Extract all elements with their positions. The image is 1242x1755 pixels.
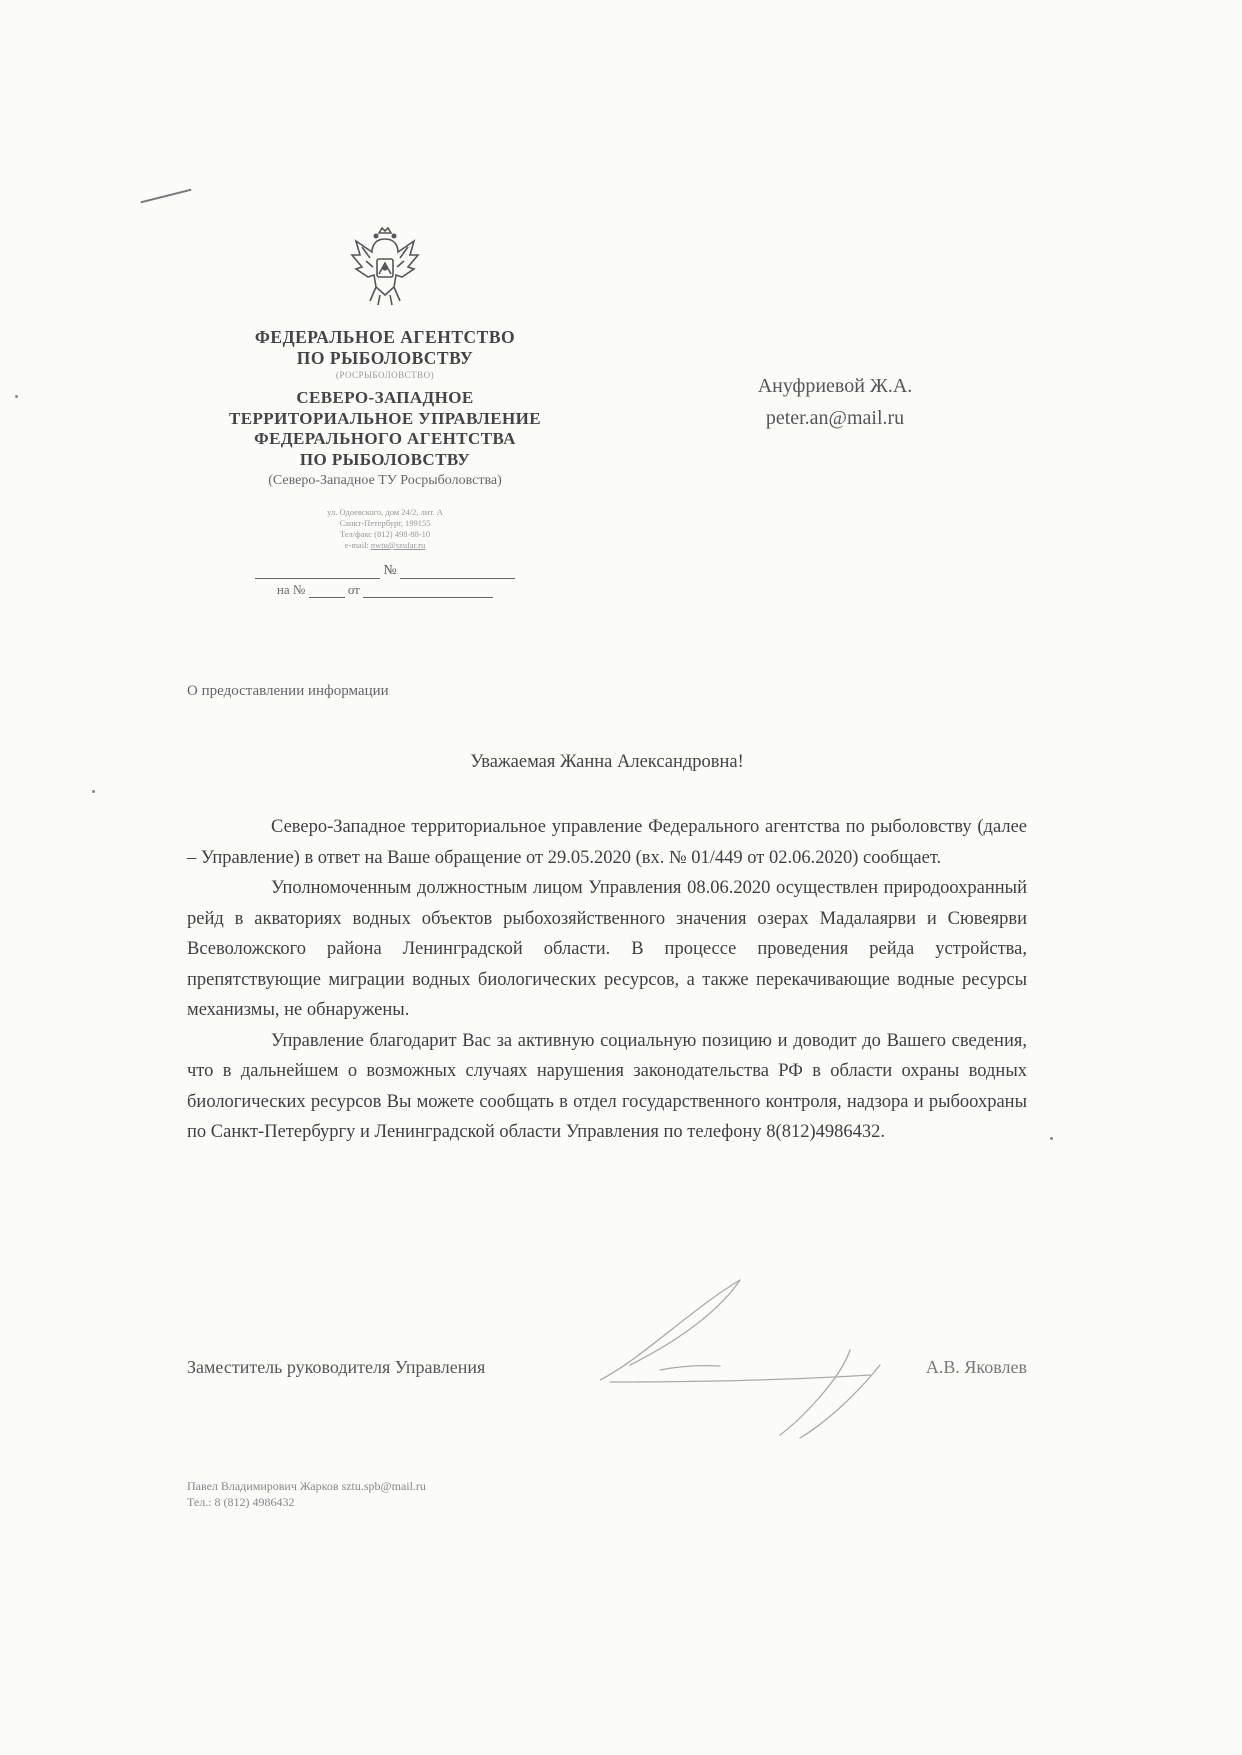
city-line: Санкт-Петербург, 199155 xyxy=(339,518,431,528)
body-paragraph: Управление благодарит Вас за активную социальную позицию и доводит до Вашего сведения, что в дальнейшем о возможных случаях нарушения законодательства РФ в области охраны водных биологических ресурсов Вы можете сообщать в отдел государственного контроля, надзора и рыбоохраны по Санкт-Петербургу и Ленинградской области Управления по телефону 8(812)4986432. xyxy=(187,1030,1027,1142)
subject-line: О предоставлении информации xyxy=(187,683,389,699)
in-reply-number-blank xyxy=(309,597,345,598)
recipient-name: Ануфриевой Ж.А. xyxy=(757,375,913,397)
email-line xyxy=(200,540,570,551)
scan-speck xyxy=(15,395,18,398)
agency-title-line: ПО РЫБОЛОВСТВУ xyxy=(296,348,474,368)
department-title-line: ФЕДЕРАЛЬНОГО АГЕНТСТВА xyxy=(254,429,516,448)
department-abbreviation: (Северо-Западное ТУ Росрыболовства) xyxy=(268,473,502,488)
coat-of-arms-icon xyxy=(346,225,424,307)
body-paragraph: Уполномоченным должностным лицом Управления 08.06.2020 осуществлен природоохранный рейд в акваториях водных объектов рыбохозяйственного значения озерах Мадалаярви и Сювеярви Всеволожского района Ленинградской области. В процессе проведения рейда устройства, препятствующие миграции водных биологических ресурсов, а также перекачивающие водные ресурсы механизмы, не обнаружены. xyxy=(187,878,1027,1020)
executor-name-email: Павел Владимирович Жарков sztu.spb@mail.ru xyxy=(187,1479,426,1493)
email-label: e-mail: xyxy=(344,540,369,550)
recipient-block xyxy=(720,370,950,434)
department-title-line: СЕВЕРО-ЗАПАДНОЕ xyxy=(296,388,474,407)
signer-name: А.В. Яковлев xyxy=(925,1357,1027,1377)
reg-number-sign: № xyxy=(383,563,397,578)
sender-email: nwtu@szufar.ru xyxy=(370,540,426,550)
body-paragraph: Северо-Западное территориальное управление Федерального агентства по рыболовству (далее – Управление) в ответ на Ваше обращение от 29.05.2020 (вх. № 01/449 от 02.06.2020) сообщает. xyxy=(187,817,1027,868)
from-label: от xyxy=(347,582,360,597)
scan-speck xyxy=(1050,1137,1053,1140)
reg-number-blank xyxy=(400,578,515,579)
in-reply-label: на № xyxy=(276,582,306,597)
registration-line xyxy=(200,563,570,579)
signature-row xyxy=(187,1357,1027,1383)
department-title-line: ПО РЫБОЛОВСТВУ xyxy=(299,449,471,469)
stray-pen-mark xyxy=(141,189,192,204)
address-line: ул. Одоевского, дом 24/2, лит. А xyxy=(327,507,443,517)
phone-fax-line: Тел/факс (812) 498-88-10 xyxy=(339,529,431,539)
scan-speck xyxy=(92,790,95,793)
greeting: Уважаемая Жанна Александровна! xyxy=(470,752,744,772)
in-reply-date-blank xyxy=(363,597,493,598)
letterhead xyxy=(200,225,570,598)
letter-body xyxy=(187,812,1027,1148)
reg-date-blank xyxy=(255,578,380,579)
agency-abbreviation: (РОСРЫБОЛОВСТВО) xyxy=(335,370,435,380)
in-reply-line xyxy=(200,582,570,598)
agency-title-line: ФЕДЕРАЛЬНОЕ АГЕНТСТВО xyxy=(254,327,516,347)
recipient-email: peter.an@mail.ru xyxy=(765,407,905,429)
signer-position: Заместитель руководителя Управления xyxy=(187,1357,486,1377)
department-title-line: ТЕРРИТОРИАЛЬНОЕ УПРАВЛЕНИЕ xyxy=(229,408,541,428)
executor-info xyxy=(187,1478,426,1510)
executor-phone: Тел.: 8 (812) 4986432 xyxy=(187,1495,295,1509)
